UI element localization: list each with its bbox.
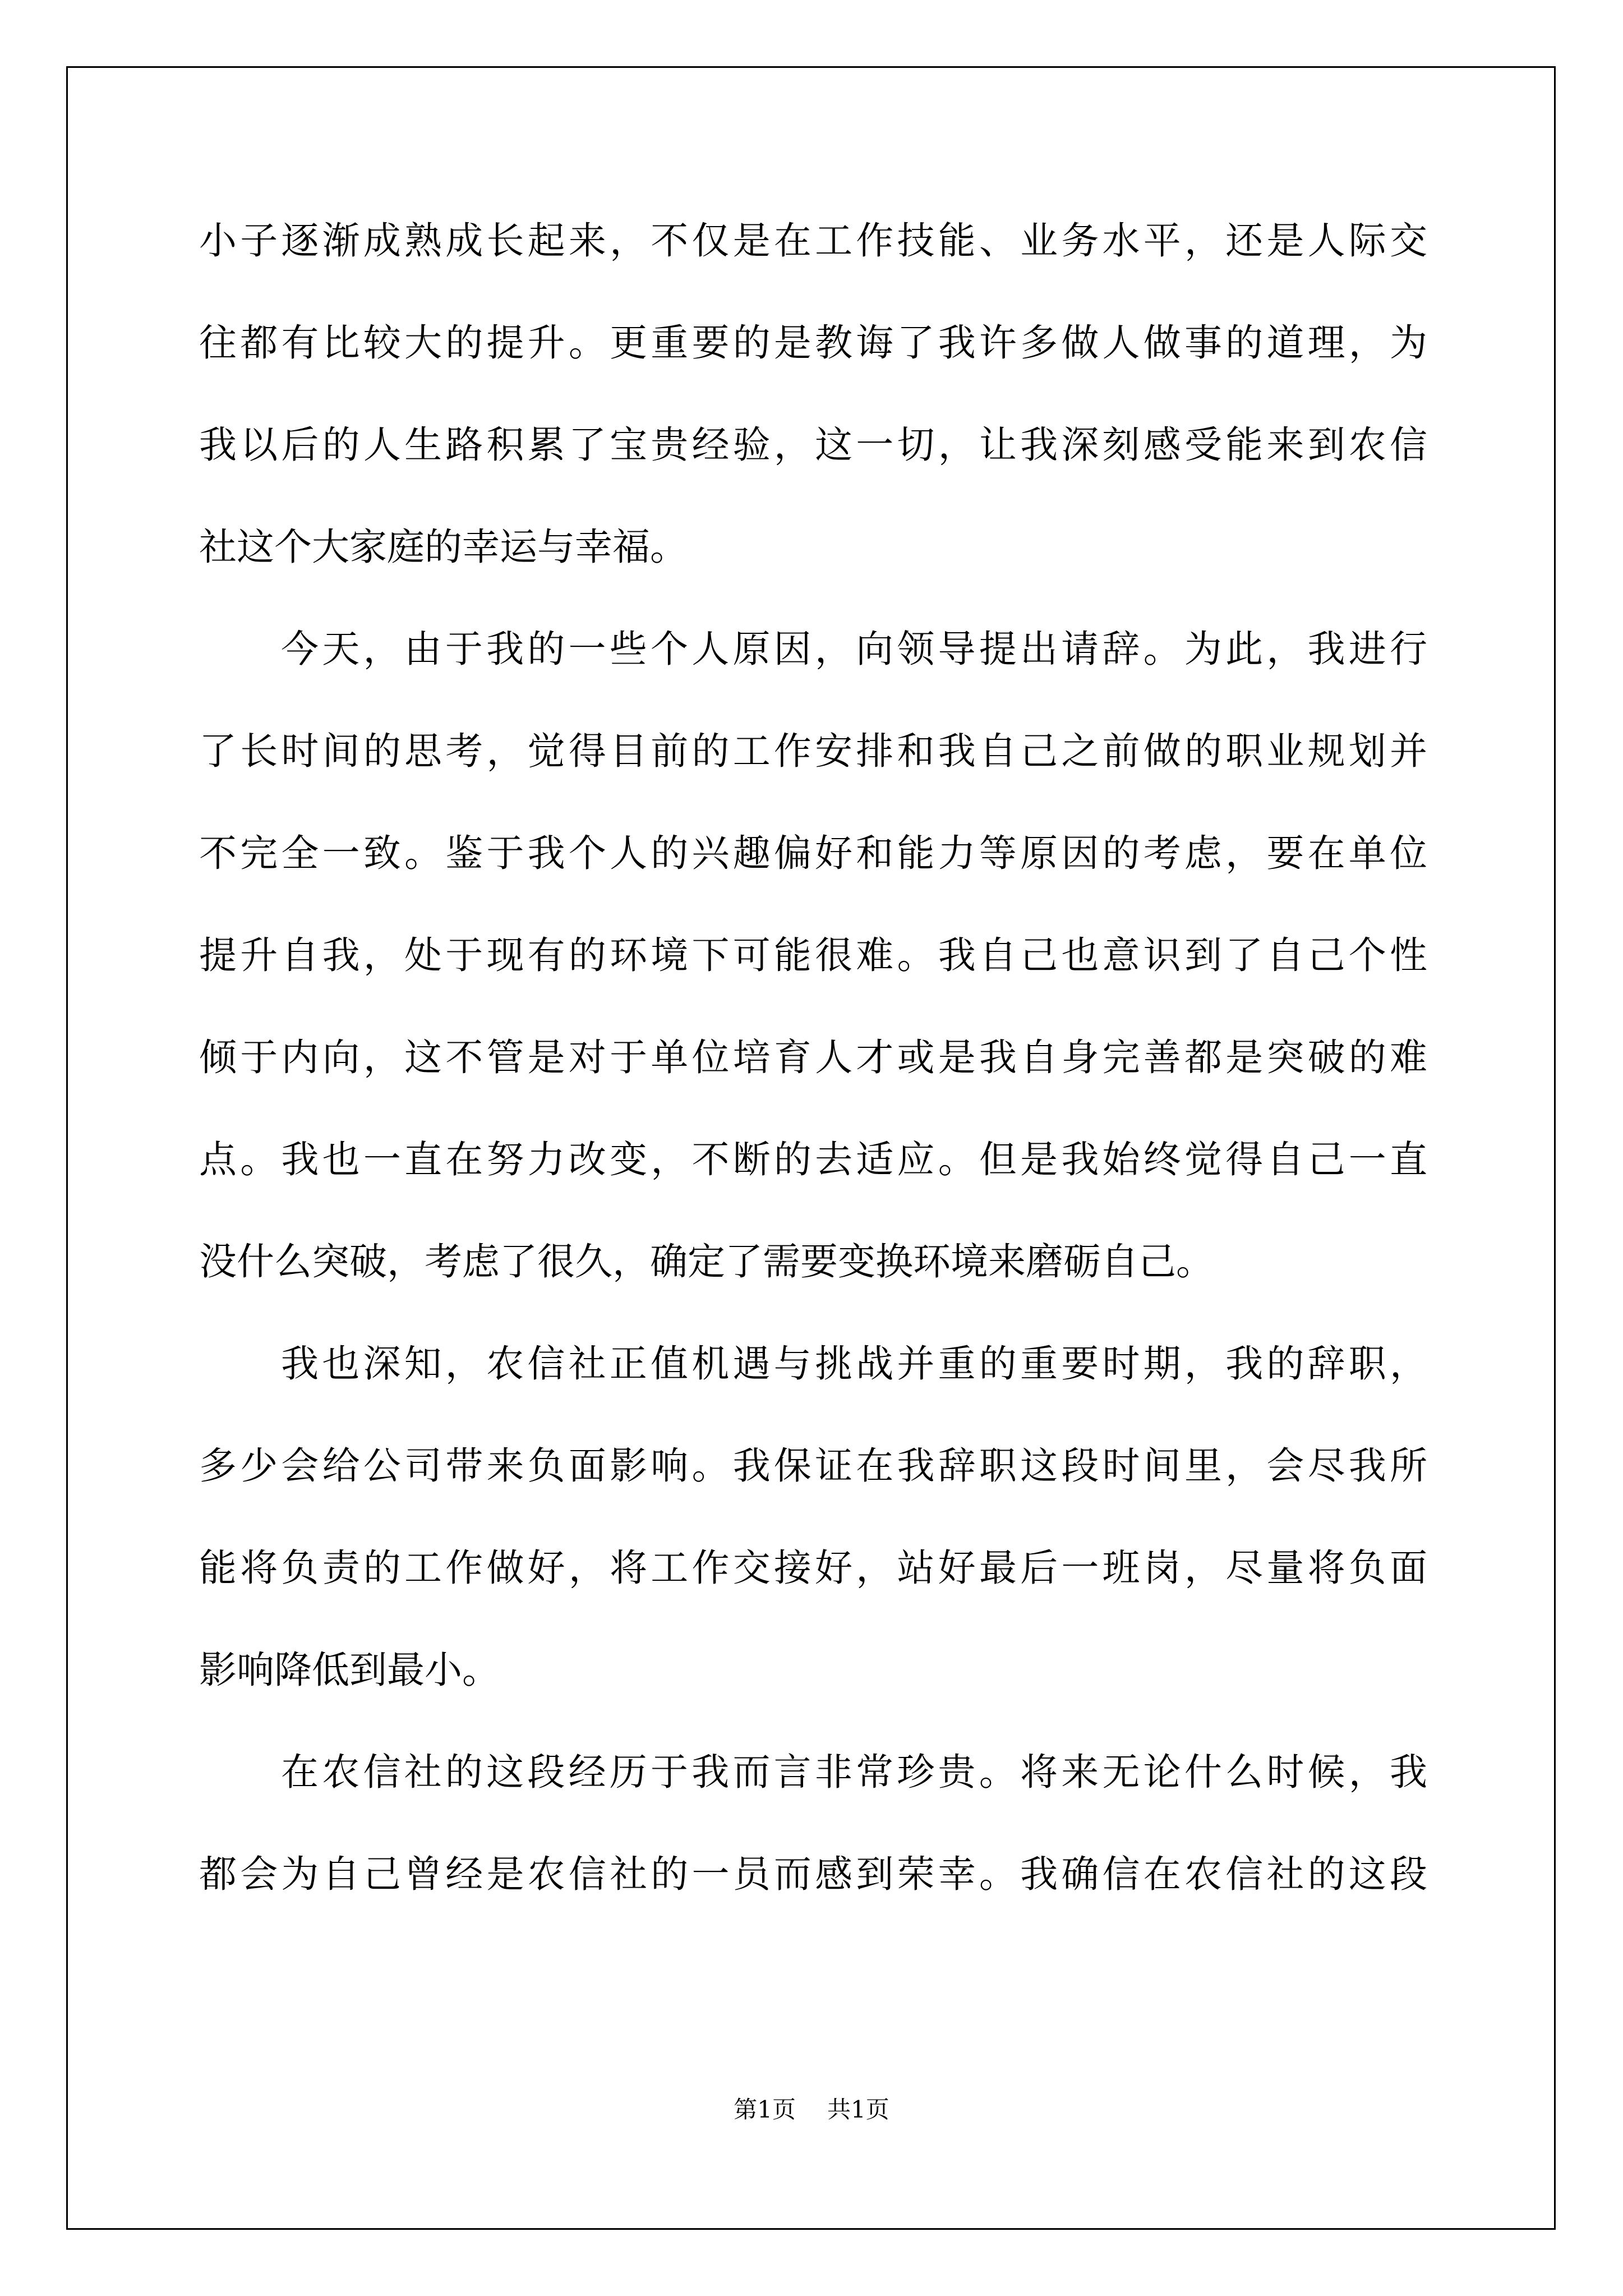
text-line: 我也深知，农信社正值机遇与挑战并重的重要时期，我的辞职， bbox=[281, 1342, 1427, 1386]
page-footer bbox=[0, 2091, 1623, 2125]
page-number: 第1页 bbox=[734, 2096, 796, 2123]
text-line: 影响降低到最小。 bbox=[199, 1648, 500, 1692]
text-line: 多少会给公司带来负面影响。我保证在我辞职这段时间里，会尽我所 bbox=[199, 1444, 1427, 1488]
page-total: 共1页 bbox=[827, 2096, 889, 2123]
text-line: 往都有比较大的提升。更重要的是教诲了我许多做人做事的道理，为 bbox=[199, 321, 1427, 365]
text-line: 今天，由于我的一些个人原因，向领导提出请辞。为此，我进行 bbox=[281, 627, 1427, 671]
text-line: 我以后的人生路积累了宝贵经验，这一切，让我深刻感受能来到农信 bbox=[199, 423, 1427, 467]
text-line: 提升自我，处于现有的环境下可能很难。我自己也意识到了自己个性 bbox=[199, 933, 1427, 977]
text-line: 不完全一致。鉴于我个人的兴趣偏好和能力等原因的考虑，要在单位 bbox=[199, 831, 1427, 875]
text-line: 小子逐渐成熟成长起来，不仅是在工作技能、业务水平，还是人际交 bbox=[199, 219, 1427, 263]
text-line: 社这个大家庭的幸运与幸福。 bbox=[199, 525, 688, 569]
text-line: 点。我也一直在努力改变，不断的去适应。但是我始终觉得自己一直 bbox=[199, 1138, 1427, 1181]
text-line: 都会为自己曾经是农信社的一员而感到荣幸。我确信在农信社的这段 bbox=[199, 1852, 1427, 1896]
document-body bbox=[199, 210, 1427, 1945]
text-line: 能将负责的工作做好，将工作交接好，站好最后一班岗，尽量将负面 bbox=[199, 1546, 1427, 1590]
text-line: 了长时间的思考，觉得目前的工作安排和我自己之前做的职业规划并 bbox=[199, 729, 1427, 773]
text-line: 倾于内向，这不管是对于单位培育人才或是我自身完善都是突破的难 bbox=[199, 1036, 1427, 1079]
text-line: 在农信社的这段经历于我而言非常珍贵。将来无论什么时候，我 bbox=[281, 1750, 1427, 1794]
text-line: 没什么突破，考虑了很久，确定了需要变换环境来磨砺自己。 bbox=[199, 1240, 1214, 1283]
